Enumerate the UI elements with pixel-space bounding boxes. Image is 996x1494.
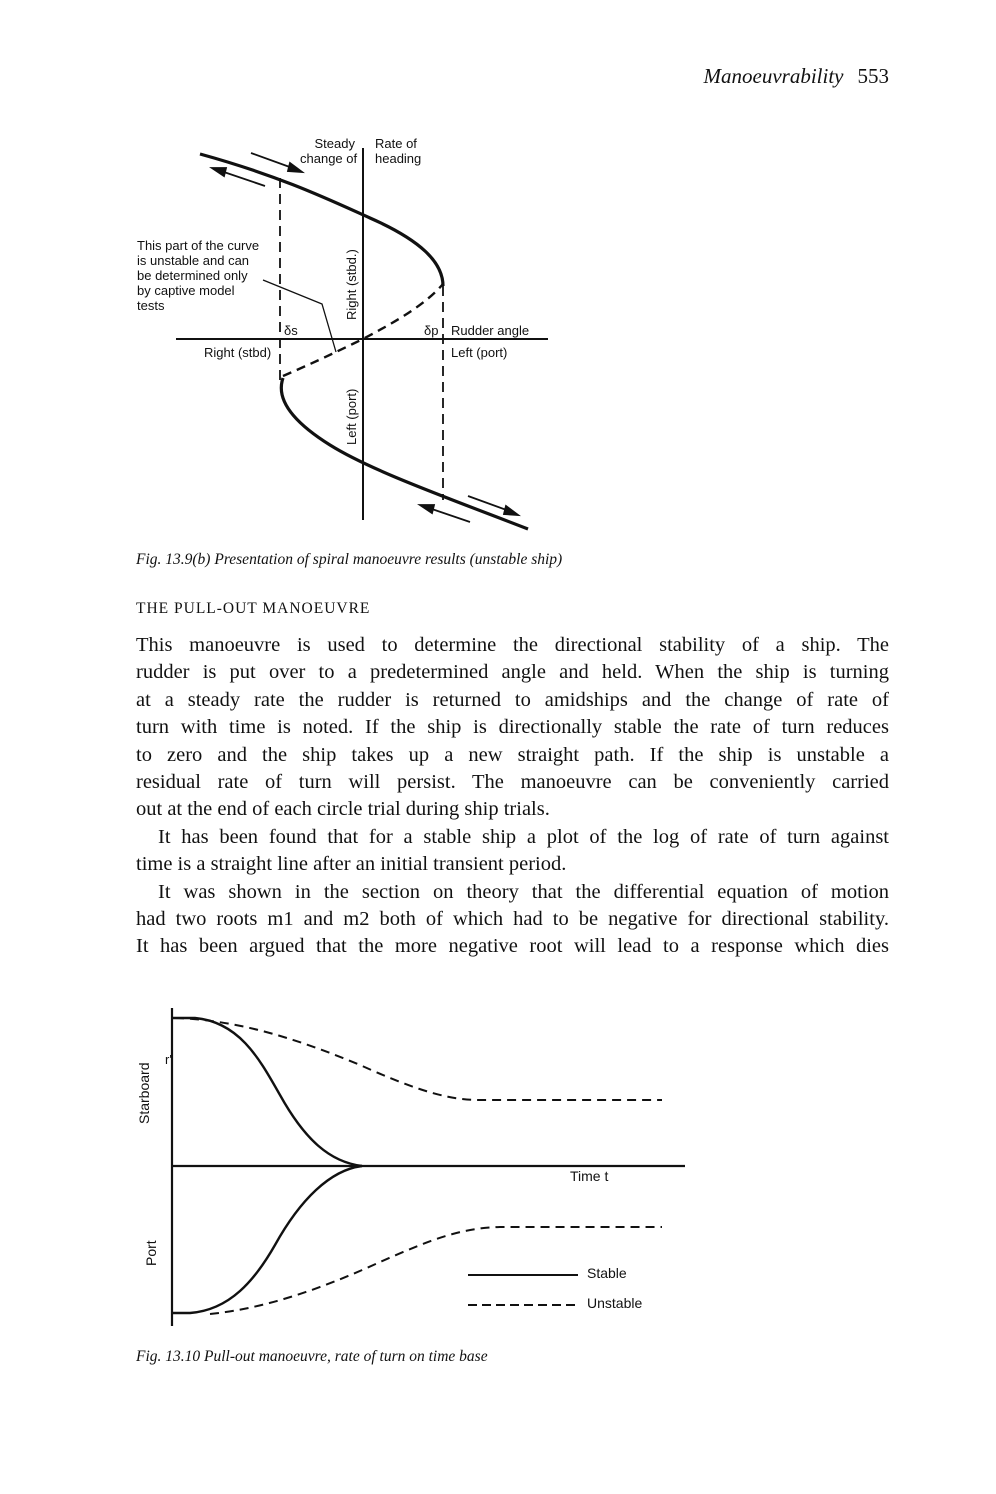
delta-s-label: δs bbox=[284, 323, 298, 338]
figure2-y-symbol: r' bbox=[165, 1052, 172, 1067]
legend-unstable-label: Unstable bbox=[587, 1295, 643, 1311]
text-line: It has been found that for a stable ship a plot of the log of rate of turn against bbox=[158, 825, 889, 848]
label-line: change of bbox=[300, 151, 358, 166]
note-line: is unstable and can bbox=[137, 253, 250, 268]
text-line: had two roots m1 and m2 both of which had to be negative for directional stability. bbox=[136, 907, 889, 930]
text-line: out at the end of each circle trial during ship trials. bbox=[136, 798, 550, 821]
figure2-y-upper-label: Starboard bbox=[136, 1062, 152, 1124]
text-line: residual rate of turn will persist. The manoeuvre can be conveniently carried bbox=[136, 770, 889, 793]
text-line: time is a straight line after an initial transient period. bbox=[136, 853, 567, 876]
text-line: rudder is put over to a predetermined angle and held. When the ship is turning bbox=[136, 661, 889, 684]
legend-stable-label: Stable bbox=[587, 1265, 627, 1281]
page-number: 553 bbox=[857, 64, 889, 88]
stable-upper-curve bbox=[172, 1018, 362, 1166]
delta-p-label: δp bbox=[424, 323, 439, 338]
text-line: It was shown in the section on theory that the differential equation of motion bbox=[158, 880, 889, 903]
figure2-x-label: Time t bbox=[570, 1168, 609, 1184]
label-line: Steady bbox=[314, 136, 355, 151]
label-line: Rate of bbox=[375, 136, 417, 151]
running-title: Manoeuvrability bbox=[703, 64, 844, 88]
figure1-y-lower-label: Left (port) bbox=[344, 388, 359, 445]
text-line: It has been argued that the more negative root will lead to a response which dies bbox=[136, 935, 889, 958]
note-line: tests bbox=[137, 298, 165, 313]
text-line: This manoeuvre is used to determine the directional stability of a ship. The bbox=[136, 634, 889, 656]
label-line: heading bbox=[375, 151, 422, 166]
text-line: to zero and the ship takes up a new straight path. If the ship is unstable a bbox=[136, 743, 889, 766]
figure2-y-lower-label: Port bbox=[143, 1240, 159, 1266]
text-line: turn with time is noted. If the ship is directionally stable the rate of turn reduces bbox=[136, 716, 889, 739]
figure1-y-upper-label: Right (stbd.) bbox=[344, 249, 359, 320]
figure1-caption: Fig. 13.9(b) Presentation of spiral manoeuvre results (unstable ship) bbox=[136, 551, 563, 568]
figure1-x-label: Rudder angle bbox=[451, 323, 530, 338]
stable-lower-curve bbox=[172, 1166, 362, 1313]
text-line: at a steady rate the rudder is returned to amidships and the change of rate of bbox=[136, 688, 889, 711]
figure2-caption: Fig. 13.10 Pull-out manoeuvre, rate of turn on time base bbox=[136, 1348, 488, 1365]
figure1-x-left-label: Right (stbd) bbox=[204, 345, 272, 360]
unstable-upper-curve bbox=[175, 1018, 662, 1100]
note-line: by captive model bbox=[137, 283, 235, 298]
figure1-x-right-label: Left (port) bbox=[451, 345, 508, 360]
section-heading: THE PULL-OUT MANOEUVRE bbox=[136, 600, 371, 617]
note-line: be determined only bbox=[137, 268, 248, 283]
note-line: This part of the curve bbox=[137, 238, 260, 253]
